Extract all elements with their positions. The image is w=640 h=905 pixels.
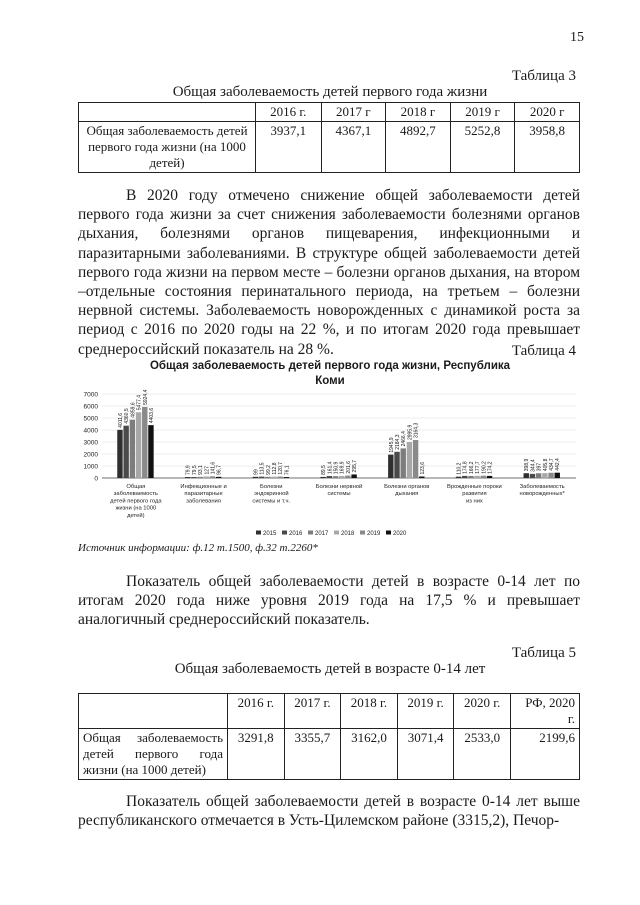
bar <box>277 477 282 478</box>
bar-value-label: 398,9 <box>524 458 531 472</box>
bar <box>487 476 492 478</box>
x-category-label: паразитарные <box>184 491 223 498</box>
table5-header-cell: РФ, 2020 г. <box>511 694 580 729</box>
bar-value-label: 177,7 <box>475 461 482 474</box>
bar <box>284 477 289 478</box>
bar-value-label: 295,7 <box>352 459 359 473</box>
y-tick-label: 7000 <box>83 391 98 399</box>
table5-header-cell: 2019 г. <box>397 694 454 729</box>
bar <box>191 477 196 478</box>
table5-header-cell: 2018 г. <box>341 694 398 729</box>
bar-value-label: 405,8 <box>542 458 549 472</box>
x-category-label: эндокринной <box>253 491 289 498</box>
bar-value-label: 76,1 <box>284 465 291 476</box>
bar <box>197 477 202 478</box>
chart-title <box>110 359 550 389</box>
table3-cell: 3958,8 <box>515 122 580 173</box>
bar-value-label: 161,4 <box>327 461 334 475</box>
table5-cell: 2199,6 <box>511 729 580 780</box>
bar <box>481 476 486 478</box>
bar <box>388 455 393 478</box>
bar <box>462 476 467 478</box>
table3-header-cell: 2018 г <box>386 103 451 122</box>
table3-caption: Таблица 3 <box>511 68 576 84</box>
bar-value-label: 110,2 <box>456 462 463 475</box>
legend-label: 2018 <box>341 531 355 537</box>
paragraph-3-text: Показатель общей заболеваемости детей в возрасте 0-14 лет выше республиканского отмечается в Усть-Цилемском районе (3315,2), Печор- <box>78 793 580 830</box>
bar-value-label: 174,2 <box>487 461 494 474</box>
x-category-label: развития <box>462 491 487 498</box>
bar-value-label: 2466,4 <box>401 431 408 447</box>
bar-value-label: 2184,3 <box>395 434 402 450</box>
table3 <box>78 102 580 173</box>
bar <box>456 477 461 478</box>
bar-value-label: 99,2 <box>265 465 272 475</box>
bar-value-label: 4360,5 <box>124 408 131 424</box>
bar <box>351 474 356 478</box>
bar <box>185 477 190 478</box>
paragraph-1-text: В 2020 году отмечено снижение общей заболеваемости детей первого года жизни за счет снижения заболеваемости болезнями органов дыхания, болезнями органов пищеварения, инфекционными и паразитарными заболеваниями. В структуре общей заболеваемости детей первого года жизни на первом месте – болезни органов дыхания, на втором –отдельные состояния перинатального периода, на третьем – болезни нервной системы. Заболеваемость новорожденных с динамикой роста за период с 2016 по 2020 годы на 22 %, и по итогам 2020 года превышает среднероссийский показатель на 28 %. <box>78 187 580 358</box>
y-tick-label: 3000 <box>83 439 98 447</box>
bar-value-label: 79,9 <box>185 465 192 476</box>
table5-title: Общая заболеваемость детей в возрасте 0-14 лет <box>174 661 486 677</box>
chart-source: Источник информации: ф.12 т.1500, ф.32 т.2260* <box>78 542 318 554</box>
paragraph-2-text: Показатель общей заболеваемости детей в возрасте 0-14 лет по итогам 2020 года ниже уровня 2019 года на 17,5 % и превышает аналогичный среднероссийский показатель. <box>78 573 580 629</box>
bar-value-label: 112,8 <box>271 462 278 475</box>
legend-label: 2015 <box>263 531 277 537</box>
bar <box>524 473 529 478</box>
y-tick-label: 6000 <box>83 403 98 411</box>
table3-header-cell: 2019 г <box>450 103 515 122</box>
table3-header-cell: 2016 г. <box>256 103 322 122</box>
bar <box>204 476 209 478</box>
paragraph-3 <box>78 792 580 830</box>
table5-header-cell <box>79 694 228 729</box>
legend-swatch <box>308 531 313 535</box>
bar-value-label: 442,4 <box>555 458 562 471</box>
y-tick-label: 2000 <box>83 451 98 459</box>
bar-value-label: 141,6 <box>210 461 217 475</box>
bar <box>413 440 418 478</box>
x-category-label: Врожденные пороки <box>447 484 502 490</box>
bar-value-label: 1945,9 <box>388 437 395 453</box>
x-category-label: Болезни нервной <box>315 484 363 490</box>
legend-swatch <box>360 531 365 535</box>
bar <box>123 426 128 478</box>
table-row <box>79 729 580 780</box>
bar <box>542 473 547 478</box>
bar-value-label: 5477,4 <box>136 394 143 411</box>
bar <box>468 476 473 478</box>
table3-title: Общая заболеваемость детей первого года жизни <box>172 84 488 100</box>
paragraph-2 <box>78 572 580 630</box>
table3-cell: 3937,1 <box>256 122 322 173</box>
legend-label: 2017 <box>315 531 329 537</box>
paragraph-1 <box>78 186 580 359</box>
bar <box>148 425 153 478</box>
y-tick-label: 5000 <box>83 415 98 423</box>
x-category-label: новорожденных* <box>519 491 565 498</box>
bar-value-label: 169,9 <box>339 461 346 474</box>
bar <box>117 430 122 478</box>
table3-cell: 4367,1 <box>321 122 386 173</box>
bar-value-label: 4011,6 <box>117 412 124 428</box>
x-category-label: жизни (на 1000 <box>115 505 157 512</box>
table3-header-cell: 2020 г <box>515 103 580 122</box>
table5-cell: 2533,0 <box>454 729 511 780</box>
bar-value-label: 2995,9 <box>407 424 414 441</box>
bar-value-label: 150,9 <box>333 461 340 475</box>
x-category-label: системы <box>327 491 351 498</box>
bar-value-label: 4403,6 <box>148 407 155 424</box>
table3-header-row <box>79 103 580 122</box>
table5-cell: 3355,7 <box>284 729 341 780</box>
table3-cell: 4892,7 <box>386 122 451 173</box>
x-category-label: детей первого года <box>110 498 162 505</box>
x-category-label: заболевания <box>186 498 221 505</box>
table5 <box>78 693 580 780</box>
bar-value-label: 4859,6 <box>130 402 137 418</box>
bar-chart <box>78 388 580 540</box>
bar-value-label: 99 <box>253 469 260 475</box>
table5-header-row <box>79 694 580 729</box>
bar-value-label: 5924,4 <box>142 389 149 405</box>
legend-swatch <box>334 531 339 535</box>
bar-value-label: 127 <box>204 466 211 475</box>
bar-value-label: 201,6 <box>345 461 352 474</box>
table5-cell: 3162,0 <box>341 729 398 780</box>
table3-cell: 5252,8 <box>450 122 515 173</box>
bar-value-label: 344,4 <box>530 459 537 472</box>
bar <box>142 407 147 478</box>
table3-header-cell: 2017 г <box>321 103 386 122</box>
legend-label: 2020 <box>393 531 407 537</box>
x-category-label: заболеваемость <box>113 491 158 498</box>
bar <box>407 442 412 478</box>
bar-value-label: 174,8 <box>462 461 469 474</box>
y-tick-label: 1000 <box>83 463 98 471</box>
chart-bars <box>117 389 561 478</box>
table5-cell: 3071,4 <box>397 729 454 780</box>
table5-cell: 3291,8 <box>228 729 285 780</box>
bar <box>401 448 406 478</box>
x-category-label: системы и т.ч. <box>252 498 291 505</box>
bar <box>259 477 264 478</box>
bar <box>345 476 350 478</box>
table3-row-label: Общая заболеваемость детей первого года жизни (на 1000 детей) <box>79 122 256 173</box>
chart-category-labels <box>110 483 565 519</box>
chart-legend <box>256 531 407 538</box>
bar-value-label: 123,6 <box>419 462 426 475</box>
bar-value-label: 89,5 <box>321 465 328 475</box>
bar <box>136 412 141 478</box>
y-tick-label: 4000 <box>83 427 98 435</box>
x-category-label: из них <box>465 498 483 505</box>
bar-value-label: 113,5 <box>259 462 266 475</box>
y-tick-label: 0 <box>94 475 98 483</box>
bar <box>253 477 258 478</box>
table3-header-cell <box>79 103 256 122</box>
bar <box>419 477 424 478</box>
chart-title-line-2: Коми <box>315 375 345 387</box>
bar <box>536 473 541 478</box>
table5-row-label: Общая заболеваемость детей первого года жизни (на 1000 детей) <box>79 729 228 780</box>
table5-header-cell: 2020 г. <box>454 694 511 729</box>
x-category-label: дыхания <box>395 491 419 498</box>
bar <box>327 476 332 478</box>
bar-value-label: 190,2 <box>481 461 488 474</box>
bar <box>394 452 399 478</box>
legend-swatch <box>256 531 261 535</box>
bar-value-label: 96,7 <box>216 465 223 475</box>
table5-header-cell: 2017 г. <box>284 694 341 729</box>
x-category-label: детей) <box>127 512 145 519</box>
bar <box>333 476 338 478</box>
legend-swatch <box>282 531 287 535</box>
bar <box>555 473 560 478</box>
legend-swatch <box>386 531 391 535</box>
bar <box>320 477 325 478</box>
bar-value-label: 397 <box>536 462 543 472</box>
bar <box>216 477 221 478</box>
page-number: 15 <box>570 30 584 45</box>
bar-value-label: 93,1 <box>198 465 205 475</box>
legend-label: 2016 <box>289 531 303 537</box>
bar <box>271 477 276 478</box>
bar <box>530 474 535 478</box>
x-category-label: Заболеваемость <box>519 484 565 490</box>
x-category-label: Болезни <box>260 484 283 490</box>
bar <box>210 476 215 478</box>
table5-header-cell: 2016 г. <box>228 694 285 729</box>
bar-value-label: 3164,3 <box>413 422 420 439</box>
x-category-label: Общая <box>126 484 146 490</box>
bar <box>339 476 344 478</box>
bar <box>130 420 135 478</box>
x-category-label: Инфекционные и <box>180 484 227 490</box>
bar-value-label: 434,7 <box>549 458 556 471</box>
bar-value-label: 79,5 <box>191 465 198 476</box>
table5-caption: Таблица 5 <box>511 645 576 661</box>
chart-title-line-1: Общая заболеваемость детей первого года жизни, Республика <box>149 360 511 372</box>
table-row <box>79 122 580 173</box>
bar <box>548 473 553 478</box>
bar <box>265 477 270 478</box>
legend-label: 2019 <box>367 531 381 537</box>
bar-value-label: 120,7 <box>278 462 285 475</box>
x-category-label: Болезни органов <box>384 484 430 490</box>
table4-caption: Таблица 4 <box>511 343 576 359</box>
bar-value-label: 166,2 <box>468 461 475 475</box>
bar <box>474 476 479 478</box>
